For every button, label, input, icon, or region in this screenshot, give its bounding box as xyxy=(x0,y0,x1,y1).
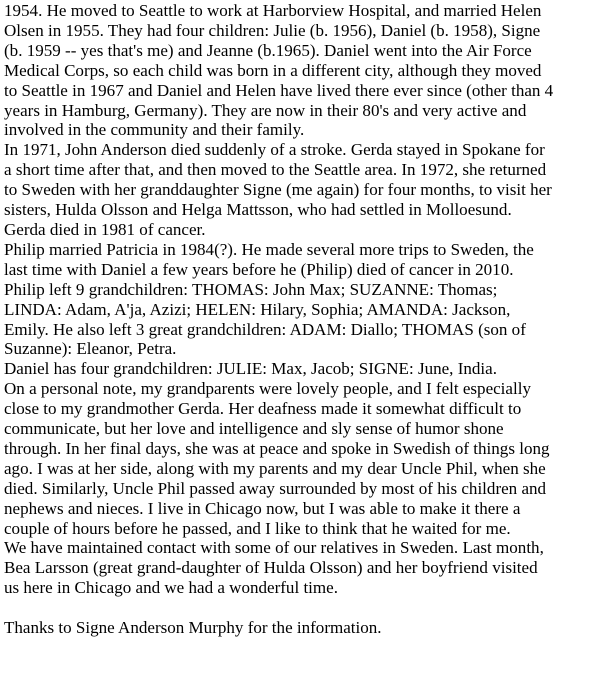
text-line: died. Similarly, Uncle Phil passed away surrounded by most of his children and xyxy=(4,478,547,498)
text-line: us here in Chicago and we had a wonderful time. xyxy=(4,578,338,598)
text-line: Philip left 9 grandchildren: THOMAS: John Max; SUZANNE: Thomas; xyxy=(4,279,498,299)
text-line: years in Hamburg, Germany). They are now in their 80's and very active and xyxy=(4,100,527,120)
text-line: communicate, but her love and intelligence and sly sense of humor shone xyxy=(4,419,504,439)
paragraph-gerda xyxy=(4,140,600,240)
text-line: a short time after that, and then moved to the Seattle area. In 1972, she returned xyxy=(4,160,547,180)
text-line: through. In her final days, she was at peace and spoke in Swedish of things long xyxy=(4,438,550,458)
text-line: ago. I was at her side, along with my parents and my dear Uncle Phil, when she xyxy=(4,458,546,478)
text-line: Thanks to Signe Anderson Murphy for the information. xyxy=(4,618,382,638)
text-line: Medical Corps, so each child was born in a different city, although they moved xyxy=(4,60,542,80)
text-line: last time with Daniel a few years before he (Philip) died of cancer in 2010. xyxy=(4,259,514,279)
text-line: Emily. He also left 3 great grandchildren: ADAM: Diallo; THOMAS (son of xyxy=(4,319,526,339)
text-line: LINDA: Adam, A'ja, Azizi; HELEN: Hilary, Sophia; AMANDA: Jackson, xyxy=(4,299,511,319)
text-line: Bea Larsson (great grand-daughter of Hulda Olsson) and her boyfriend visited xyxy=(4,558,538,578)
paragraph-family-history xyxy=(4,1,600,140)
paragraph-sweden-contact xyxy=(4,538,600,598)
blank-line xyxy=(4,598,600,618)
text-line: Olsen in 1955. They had four children: Julie (b. 1956), Daniel (b. 1958), Signe xyxy=(4,20,541,40)
text-line: On a personal note, my grandparents were lovely people, and I felt especially xyxy=(4,379,531,399)
text-line: Suzanne): Eleanor, Petra. xyxy=(4,339,177,359)
text-line: Philip married Patricia in 1984(?). He made several more trips to Sweden, the xyxy=(4,239,534,259)
text-line: Daniel has four grandchildren: JULIE: Max, Jacob; SIGNE: June, India. xyxy=(4,359,497,379)
text-line: to Sweden with her granddaughter Signe (me again) for four months, to visit her xyxy=(4,180,552,200)
text-line: couple of hours before he passed, and I like to think that he waited for me. xyxy=(4,518,511,538)
paragraph-personal-note xyxy=(4,379,600,538)
text-line: to Seattle in 1967 and Daniel and Helen have lived there ever since (other than 4 xyxy=(4,80,554,100)
text-line: Gerda died in 1981 of cancer. xyxy=(4,219,206,239)
text-line: We have maintained contact with some of our relatives in Sweden. Last month, xyxy=(4,538,544,558)
text-line: close to my grandmother Gerda. Her deafness made it somewhat difficult to xyxy=(4,399,522,419)
text-line: In 1971, John Anderson died suddenly of a stroke. Gerda stayed in Spokane for xyxy=(4,140,545,160)
text-line: nephews and nieces. I live in Chicago now, but I was able to make it there a xyxy=(4,498,521,518)
text-line: (b. 1959 -- yes that's me) and Jeanne (b.1965). Daniel went into the Air Force xyxy=(4,40,532,60)
paragraph-philip xyxy=(4,240,600,359)
text-line: involved in the community and their family. xyxy=(4,120,305,140)
text-line: sisters, Hulda Olsson and Helga Mattsson, who had settled in Molloesund. xyxy=(4,200,512,220)
closing-credit xyxy=(4,618,600,638)
paragraph-daniel-grandchildren xyxy=(4,359,600,379)
text-line: 1954. He moved to Seattle to work at Harborview Hospital, and married Helen xyxy=(4,1,542,20)
